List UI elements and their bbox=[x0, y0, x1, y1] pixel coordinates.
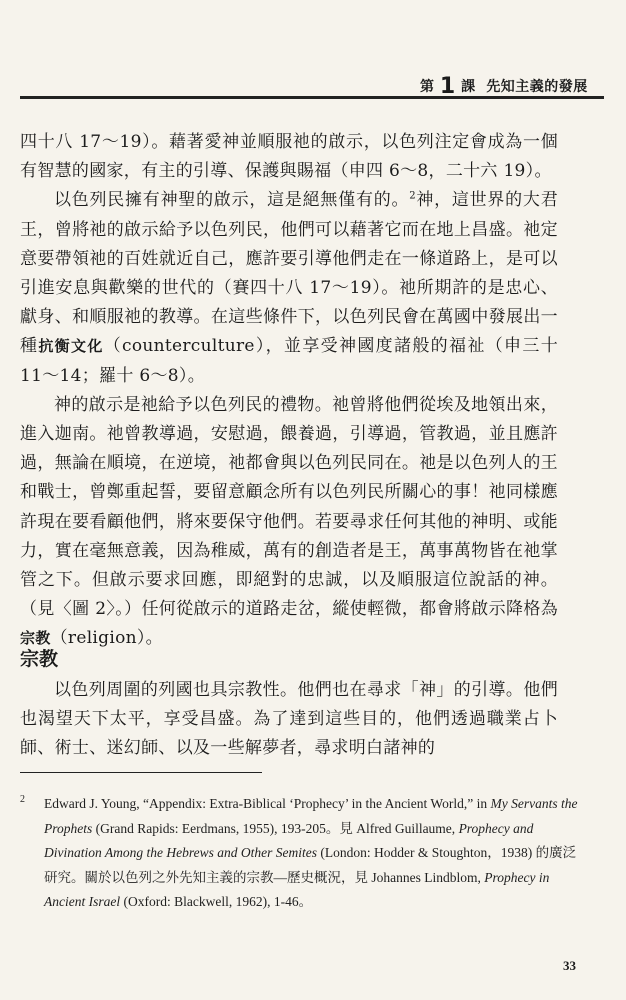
footnote-text-2: (Grand Rapids: Eerdmans, 1955), 193-205。見 Alfred Guillaume, bbox=[92, 820, 459, 836]
footnote-text-4: (Oxford: Blackwell, 1962), 1-46。 bbox=[120, 894, 313, 909]
lesson-number: 1 bbox=[439, 74, 456, 99]
footnote bbox=[20, 792, 580, 915]
footnote-divider bbox=[20, 772, 262, 773]
footnote-book-title-1: My Servants the Prophets bbox=[44, 796, 578, 836]
paragraph-3-text-a: 神的啟示是祂給予以色列民的禮物。祂曾將他們從埃及地領出來，進入迦南。祂曾教導過，安慰過，餵養過，引導過，管教過，並且應許過，無論在順境，在逆境，祂都會與以色列民同在。祂是以色列人的王和戰士，曾鄭重起誓，要留意顧念所有以色列民所關心的事！祂同樣應許現在要看顧他們，將來要保守他們。若要尋求任何其他的神明、或能力，實在毫無意義，因為稚威，萬有的創造者是王，萬事萬物皆在祂掌管之下。但啟示要求回應，即絕對的忠誠，以及順服這位說話的神。（見〈圖 2〉。）任何從啟示的道路走岔，縱使輕微，都會將啟示降格為 bbox=[20, 394, 558, 620]
footnote-text-1: Edward J. Young, “Appendix: Extra-Biblical ‘Prophecy’ in the Ancient World,” in bbox=[44, 796, 491, 811]
paragraph-1: 四十八 17～19）。藉著愛神並順服祂的啟示，以色列注定會成為一個有智慧的國家，有主的引導、保護與賜福（申四 6～8，二十六 19）。 bbox=[20, 132, 558, 182]
paragraph-3-text-b: （religion）。 bbox=[50, 628, 163, 649]
footnote-ref-2: 2 bbox=[409, 190, 416, 202]
footnote-text-3: (London: Hodder & Stoughton，1938) 的廣泛研究。關於以色列之外先知主義的宗教—歷史概況，見 Johannes Lindblom, bbox=[44, 845, 577, 885]
paragraph-2-text-a: 以色列民擁有神聖的啟示，這是絕無僅有的。 bbox=[54, 190, 410, 211]
lesson-suffix: 課 bbox=[461, 79, 476, 95]
lesson-prefix: 第 bbox=[420, 79, 435, 95]
keyword-religion: 宗教 bbox=[20, 629, 51, 648]
section-paragraph: 以色列周圍的列國也具宗教性。他們也在尋求「神」的引導。他們也渴望天下太平，享受昌盛。為了達到這些目的，他們透過職業占卜師、術士、迷幻師、以及一些解夢者，尋求明白諸神的 bbox=[20, 680, 558, 759]
footnote-book-title-2: Prophecy and Divination Among the Hebrews and Other Semites bbox=[44, 820, 534, 860]
paragraph-3 bbox=[20, 391, 558, 654]
paragraph-2-text-c: （counterculture），並享受神國度諸般的福祉（申三十 11～14；羅十 6～8）。 bbox=[20, 336, 558, 386]
footnote-book-title-3: Prophecy in Ancient Israel bbox=[44, 869, 550, 909]
header-rule bbox=[20, 96, 604, 99]
body-text bbox=[20, 128, 558, 654]
keyword-counterculture: 抗衡文化 bbox=[38, 337, 104, 356]
footnote-body bbox=[44, 792, 580, 915]
paragraph-2-text-b: 神，這世界的大君王，曾將祂的啟示給予以色列民，他們可以藉著它而在地上昌盛。祂定意要帶領祂的百姓就近自己，應許要引導他們走在一條道路上，是可以引進安息與歡樂的世代的（賽四十八 17～19）。祂所期許的是忠心、獻身、和順服祂的教導。在這些條件下，以色列民會在萬國中發展出一種 bbox=[20, 190, 558, 357]
footnote-number: 2 bbox=[20, 794, 25, 805]
lesson-title: 先知主義的發展 bbox=[486, 79, 588, 95]
paragraph-2 bbox=[20, 186, 558, 390]
page-number: 33 bbox=[563, 958, 576, 973]
section-heading: 宗教 bbox=[20, 648, 59, 670]
section-body bbox=[20, 676, 558, 764]
